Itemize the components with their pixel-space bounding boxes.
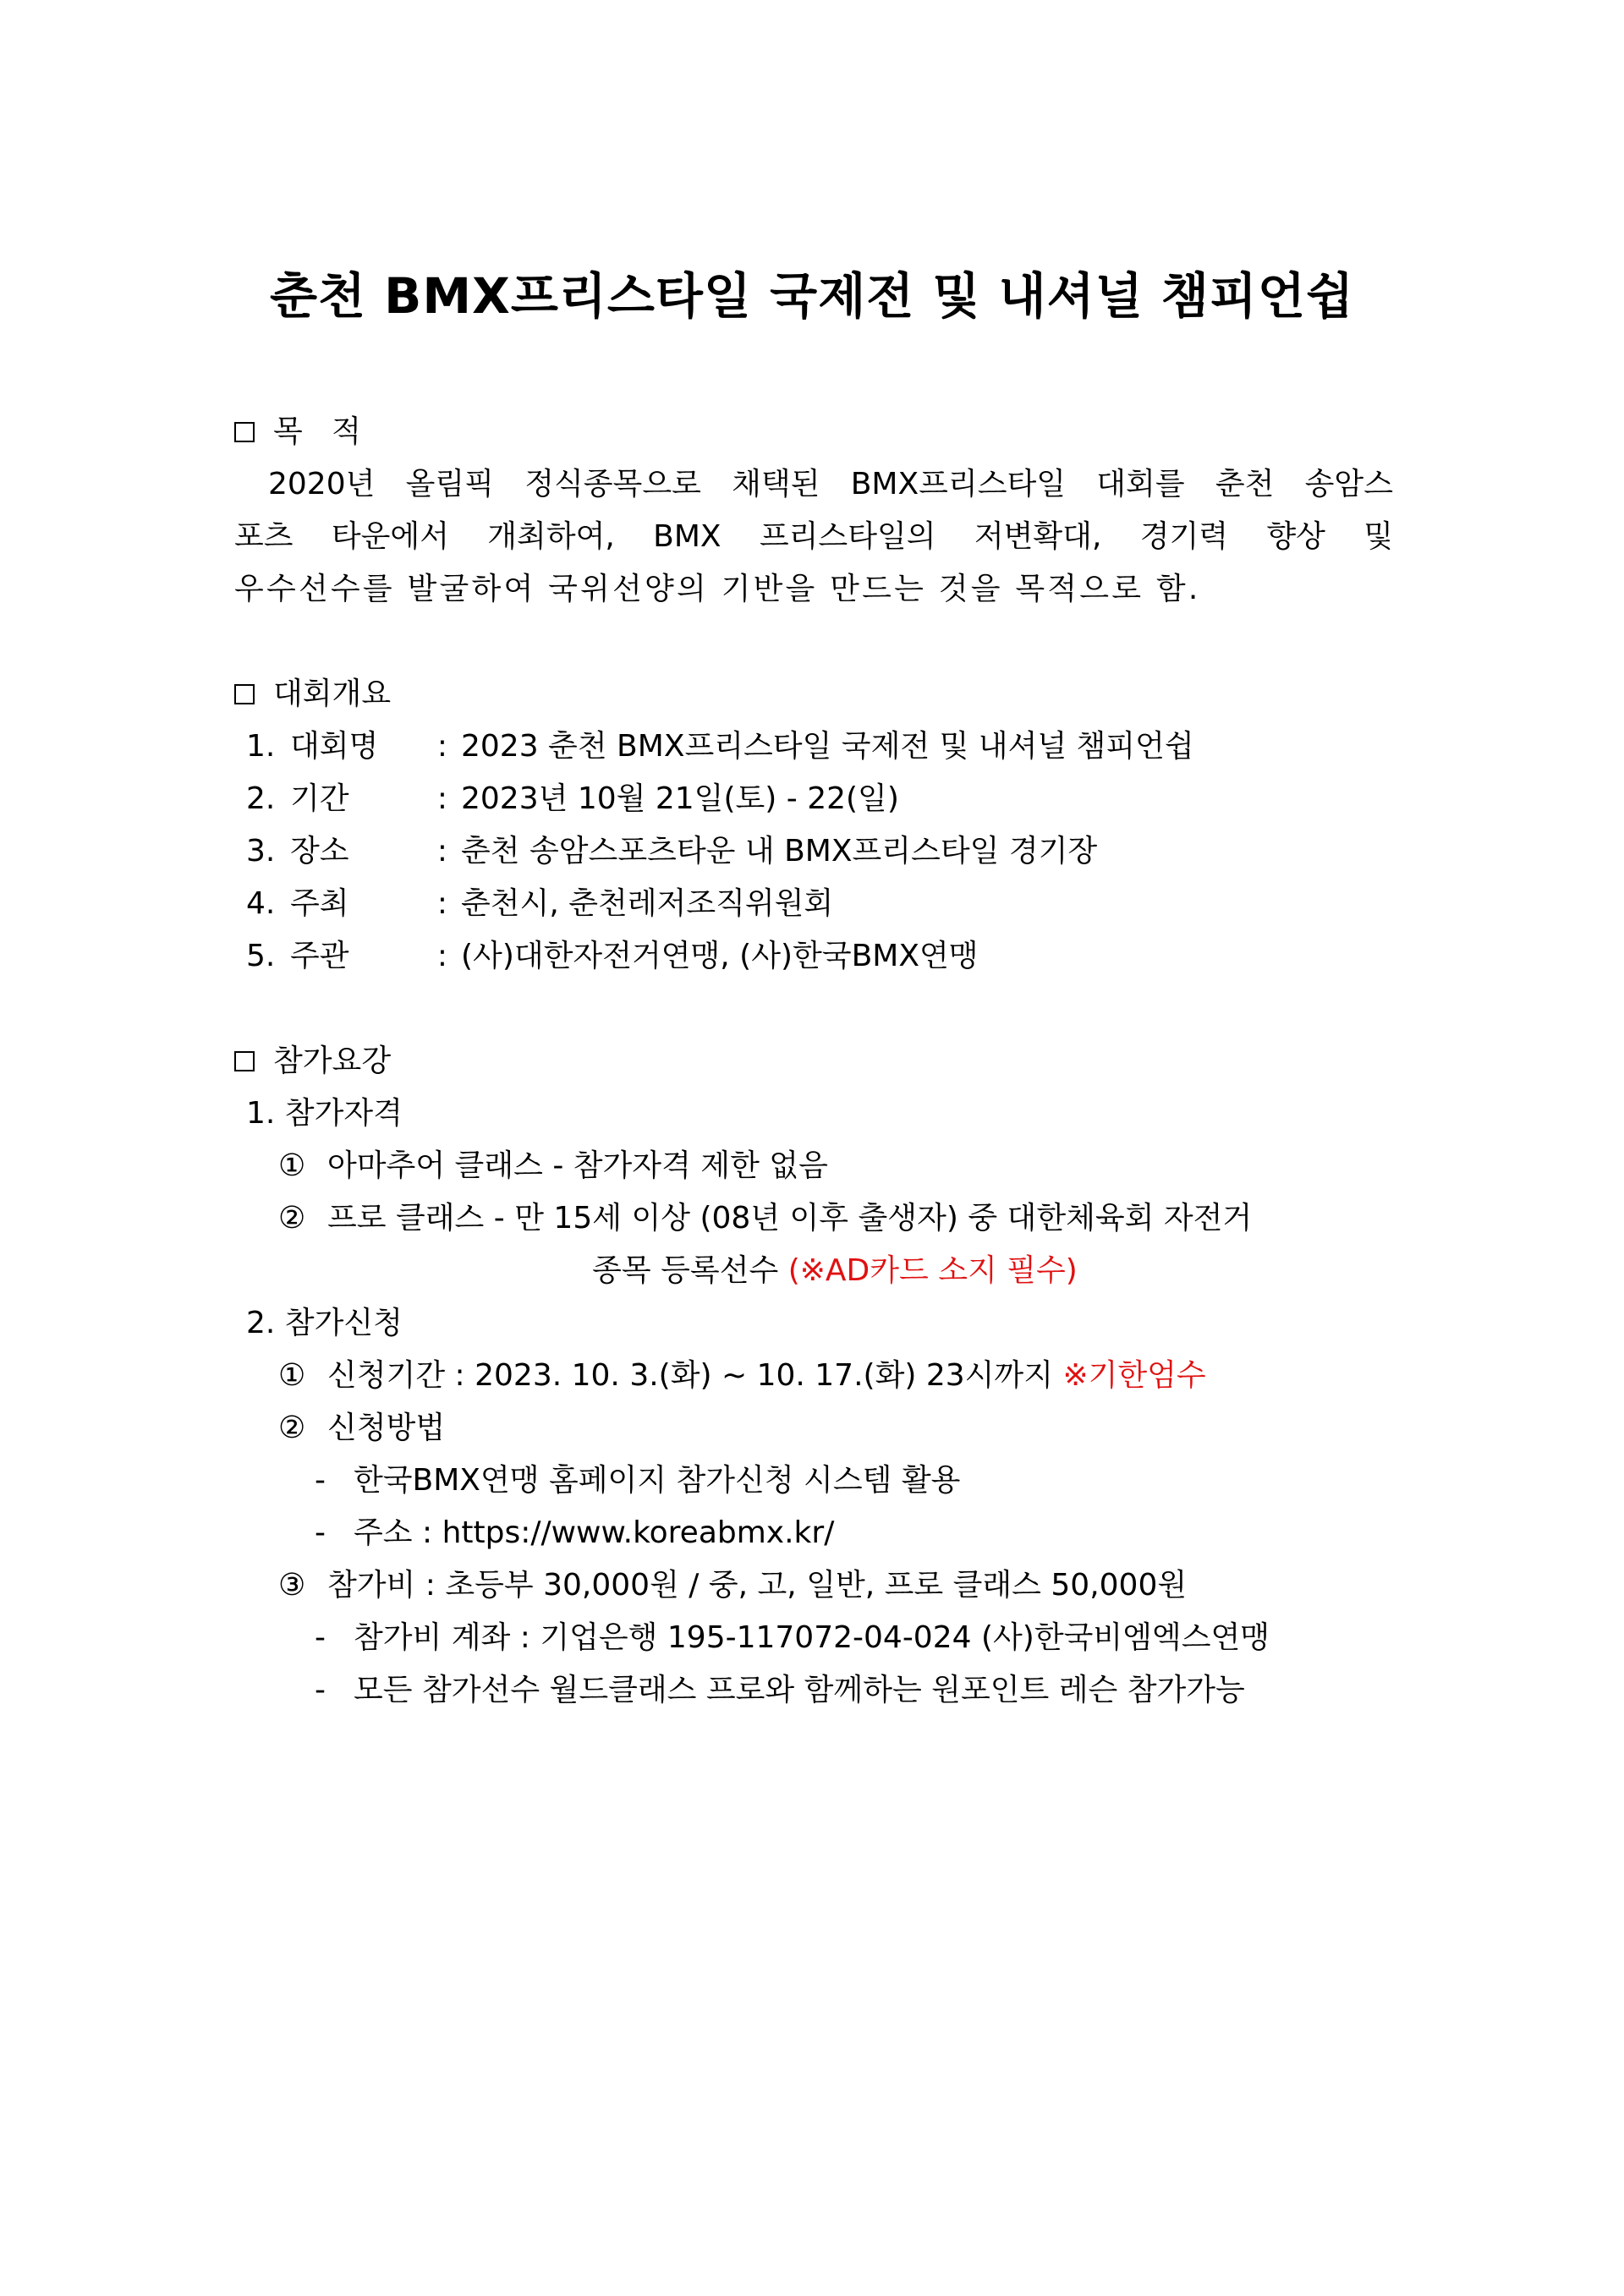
purpose-paragraph-line-2: 포츠 타운에서 개최하여, BMX 프리스타일의 저변확대, 경기력 향상 및 <box>234 519 1393 554</box>
application-method-line-1 <box>234 1455 1393 1507</box>
application-method-line-1-text: 한국BMX연맹 홈페이지 참가신청 시스템 활용 <box>354 1463 961 1498</box>
dash-bullet: - <box>315 1620 326 1655</box>
item-separator: : <box>436 834 448 869</box>
application-address-text: 주소 : https://www.koreabmx.kr/ <box>354 1515 835 1550</box>
circled-number-1: ① <box>278 1148 306 1183</box>
spacer <box>234 983 1393 1035</box>
document-body <box>234 406 1393 1717</box>
item-key: 주관 <box>290 939 349 973</box>
item-value: 2023년 10월 21일(토) - 22(일) <box>461 781 899 816</box>
overview-item <box>234 721 1393 773</box>
purpose-paragraph-line-1: 2020년 올림픽 정식종목으로 채택된 BMX프리스타일 대회를 춘천 송암스 <box>268 467 1393 501</box>
lesson-note-text: 모든 참가선수 월드클래스 프로와 함께하는 원포인트 레슨 참가가능 <box>354 1673 1245 1707</box>
eligibility-item-2-continuation <box>234 1245 1393 1297</box>
eligibility-item-1 <box>234 1140 1393 1192</box>
checkbox-square-icon <box>234 1051 255 1071</box>
application-fee-text: 참가비 : 초등부 30,000원 / 중, 고, 일반, 프로 클래스 50,000원 <box>327 1568 1188 1603</box>
document-title: 춘천 BMX프리스타일 국제전 및 내셔널 챔피언쉽 <box>269 267 1355 325</box>
item-key: 대회명 <box>290 729 379 764</box>
item-separator: : <box>436 781 448 816</box>
circled-number-1: ① <box>278 1358 306 1393</box>
section-heading-purpose <box>234 406 1393 458</box>
purpose-paragraph-line-3-text: 우수선수를 발굴하여 국위선양의 기반을 만드는 것을 목적으로 함. <box>234 572 1201 606</box>
eligibility-item-1-text: 아마추어 클래스 - 참가자격 제한 없음 <box>327 1148 828 1183</box>
dash-bullet: - <box>315 1463 326 1498</box>
eligibility-item-2 <box>234 1192 1393 1245</box>
fee-account-text: 참가비 계좌 : 기업은행 195-117072-04-024 (사)한국비엠엑스연맹 <box>354 1620 1270 1655</box>
overview-item <box>234 825 1393 878</box>
item-value: 춘천시, 춘천레저조직위원회 <box>461 886 834 921</box>
application-period <box>234 1350 1393 1402</box>
checkbox-square-icon <box>234 684 255 704</box>
item-value: (사)대한자전거연맹, (사)한국BMX연맹 <box>461 939 979 973</box>
item-separator: : <box>436 729 448 764</box>
item-key: 주최 <box>290 886 349 921</box>
participation-heading-text: 참가요강 <box>273 1044 392 1078</box>
item-key: 장소 <box>290 834 349 869</box>
application-fee <box>234 1559 1393 1612</box>
item-separator: : <box>436 886 448 921</box>
section-heading-participation <box>234 1035 1393 1088</box>
overview-heading-text: 대회개요 <box>273 677 392 711</box>
circled-number-2: ② <box>278 1201 306 1236</box>
item-key: 기간 <box>290 781 349 816</box>
circled-number-2: ② <box>278 1411 306 1445</box>
item-number: 3. <box>246 834 276 869</box>
item-number: 2. <box>246 781 276 816</box>
ad-card-required-note: (※AD카드 소지 필수) <box>787 1253 1078 1288</box>
item-number: 4. <box>246 886 276 921</box>
eligibility-item-2-cont-text: 종목 등록선수 <box>592 1253 779 1288</box>
dash-bullet: - <box>315 1515 326 1550</box>
spacer <box>234 616 1393 668</box>
item-value: 2023 춘천 BMX프리스타일 국제전 및 내셔널 챔피언쉽 <box>461 729 1194 764</box>
purpose-heading-text: 목 적 <box>273 414 361 449</box>
overview-item <box>234 930 1393 983</box>
application-period-text: 신청기간 : 2023. 10. 3.(화) ~ 10. 17.(화) 23시까지 <box>327 1358 1053 1393</box>
item-separator: : <box>436 939 448 973</box>
item-value: 춘천 송암스포츠타운 내 BMX프리스타일 경기장 <box>461 834 1098 869</box>
dash-bullet: - <box>315 1673 326 1707</box>
purpose-paragraph-line-3 <box>234 563 1393 616</box>
application-method-line-2 <box>234 1507 1393 1559</box>
item-number: 5. <box>246 939 276 973</box>
overview-item <box>234 773 1393 825</box>
checkbox-square-icon <box>234 422 255 442</box>
application-method-label: 신청방법 <box>327 1411 446 1445</box>
section-heading-overview <box>234 668 1393 721</box>
circled-number-3: ③ <box>278 1568 306 1603</box>
application-label: 2. 참가신청 <box>246 1306 403 1340</box>
deadline-strict-note: ※기한엄수 <box>1062 1358 1206 1393</box>
eligibility-label: 1. 참가자격 <box>246 1096 403 1131</box>
application-method <box>234 1402 1393 1455</box>
overview-item <box>234 878 1393 930</box>
eligibility-item-2-text: 프로 클래스 - 만 15세 이상 (08년 이후 출생자) 중 대한체육회 자전거 <box>327 1201 1253 1236</box>
application-fee-line-2 <box>234 1664 1393 1717</box>
application-fee-line-1 <box>234 1612 1393 1664</box>
item-number: 1. <box>246 729 276 764</box>
